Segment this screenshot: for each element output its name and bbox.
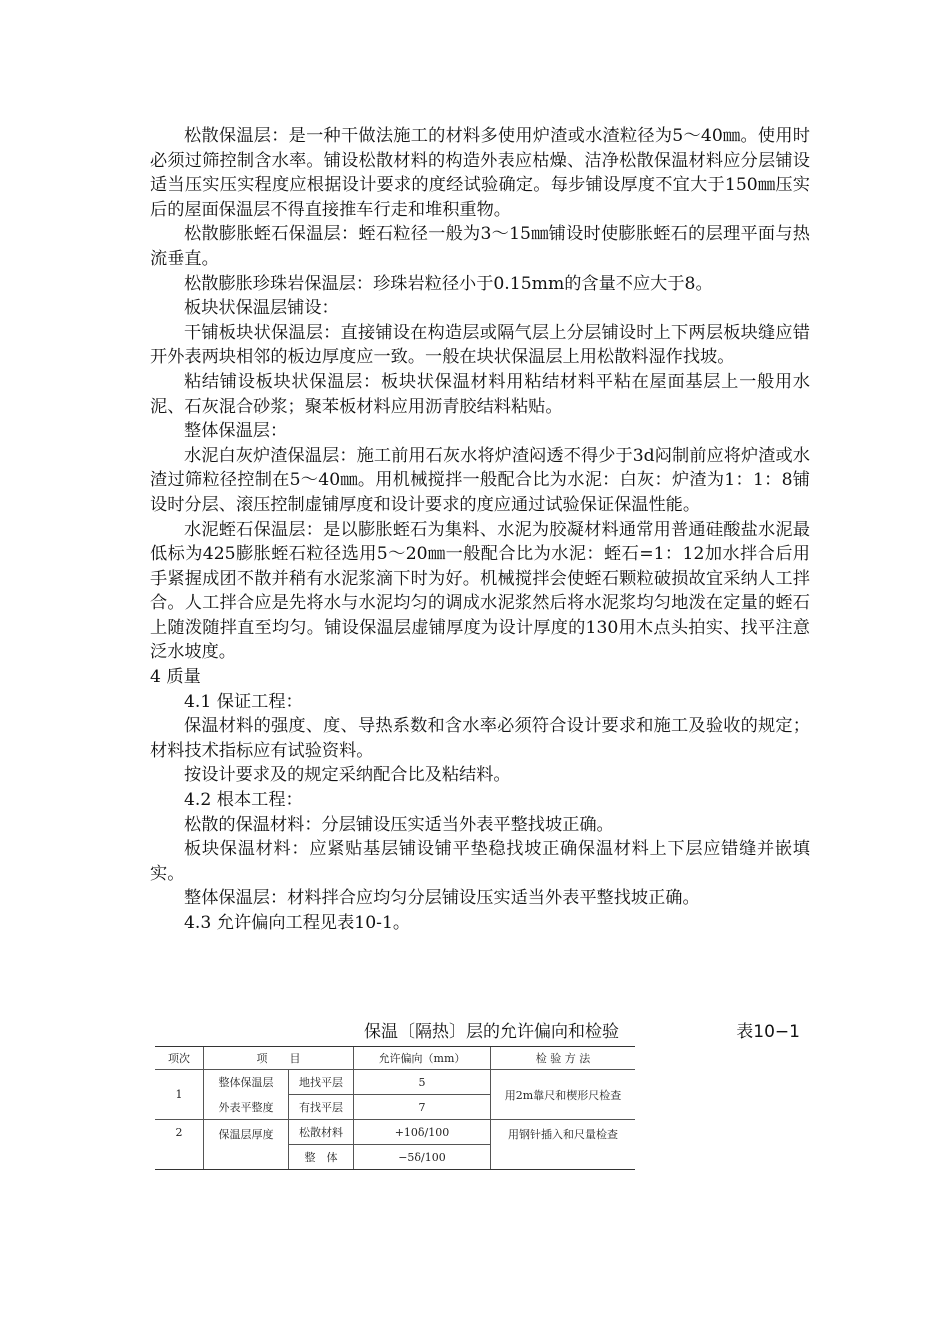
paragraph: 4.3 允许偏向工程见表10-1。 bbox=[184, 913, 411, 933]
row-1-sub-2: 有找平层 bbox=[289, 1095, 354, 1120]
header-item: 项 目 bbox=[204, 1047, 354, 1070]
table-row bbox=[155, 1120, 635, 1145]
row-2-tol-2: −5δ/100 bbox=[354, 1145, 491, 1170]
row-1-method: 用2m靠尺和楔形尺检查 bbox=[491, 1070, 636, 1120]
paragraph: 整体保温层： bbox=[184, 421, 288, 442]
paragraph: 松散膨胀珍珠岩保温层：珍珠岩粒径小于0.15mm的含量不应大于8。 bbox=[184, 273, 713, 294]
paragraph: 水泥蛭石保温层：是以膨胀蛭石为集料、水泥为胶凝材料通常用普通硅酸盐水泥最低标为425膨胀蛭石粒径选用5～20㎜一般配合比为水泥：蛭石=1：12加水拌合后用手紧握成团不散并稍有水泥浆滴下时为好。机械搅拌会使蛭石颗粒破损故宜采纳人工拌合。人工拌合应是先将水与水泥均匀的调成水泥浆然后将水泥浆均匀地泼在定量的蛭石上随泼随拌直至均匀。铺设保温层虚铺厚度为设计厚度的130用木点头拍实、找平注意泛水坡度。 bbox=[150, 519, 810, 663]
header-method: 检 验 方 法 bbox=[491, 1047, 636, 1070]
header-no: 项次 bbox=[155, 1047, 204, 1070]
row-1-item-b: 外表平整度 bbox=[204, 1095, 289, 1120]
row-2-method: 用钢针插入和尺量检查 bbox=[491, 1120, 636, 1170]
row-2-tol-1: +10δ/100 bbox=[354, 1120, 491, 1145]
paragraph: 松散保温层：是一种干做法施工的材料多使用炉渣或水渣粒径为5～40㎜。使用时必须过筛控制含水率。铺设松散材料的构造外表应枯燥、洁净松散保温材料应分层铺设适当压实压实程度应根据设计要求的度经试验确定。每步铺设厚度不宜大于150㎜压实后的屋面保温层不得直接推车行走和堆积重物。 bbox=[150, 126, 810, 220]
row-2-sub-2: 整 体 bbox=[289, 1145, 354, 1170]
row-1-sub-1: 地找平层 bbox=[289, 1070, 354, 1095]
tolerance-table bbox=[155, 1046, 635, 1170]
paragraph: 4.1 保证工程： bbox=[184, 691, 303, 712]
row-1-item-a: 整体保温层 bbox=[204, 1070, 289, 1095]
row-1-no: 1 bbox=[155, 1070, 204, 1120]
row-2-sub-1: 松散材料 bbox=[289, 1120, 354, 1145]
tolerance-table-section bbox=[150, 1020, 810, 1164]
header-tolerance: 允许偏向（mm） bbox=[354, 1047, 491, 1070]
paragraph: 松散的保温材料：分层铺设压实适当外表平整找坡正确。 bbox=[184, 814, 614, 835]
table-title: 保温〔隔热〕层的允许偏向和检验 bbox=[364, 1022, 619, 1042]
row-1-tol-1: 5 bbox=[354, 1070, 491, 1095]
paragraph: 板块状保温层铺设： bbox=[184, 298, 339, 319]
paragraph: 水泥白灰炉渣保温层：施工前用石灰水将炉渣闷透不得少于3d闷制前应将炉渣或水渣过筛粒径控制在5～40㎜。用机械搅拌一般配合比为水泥：白灰：炉渣为1：1：8铺设时分层、滚压控制虚铺厚度和设计要求的度应通过试验保证保温性能。 bbox=[150, 445, 810, 515]
paragraph: 干铺板块状保温层：直接铺设在构造层或隔气层上分层铺设时上下两层板块缝应错开外表两块相邻的板边厚度应一致。一般在块状保温层上用松散料湿作找坡。 bbox=[150, 322, 810, 368]
table-caption bbox=[150, 1020, 810, 1046]
paragraph: 保温材料的强度、度、导热系数和含水率必须符合设计要求和施工及验收的规定；材料技术指标应有试验资料。 bbox=[150, 716, 810, 761]
paragraph: 4 质量 bbox=[150, 667, 201, 688]
paragraph: 松散膨胀蛭石保温层：蛭石粒径一般为3～15㎜铺设时使膨胀蛭石的层理平面与热流垂直。 bbox=[150, 224, 810, 269]
row-2-item: 保温层厚度 bbox=[204, 1120, 289, 1170]
paragraph: 4.2 根本工程： bbox=[184, 790, 303, 811]
table-number: 表10−1 bbox=[736, 1022, 800, 1042]
row-1-tol-2: 7 bbox=[354, 1095, 491, 1120]
paragraph: 按设计要求及的规定采纳配合比及粘结料。 bbox=[184, 765, 511, 786]
paragraph: 板块保温材料：应紧贴基层铺设铺平垫稳找坡正确保温材料上下层应错缝并嵌填实。 bbox=[150, 839, 810, 884]
row-2-no: 2 bbox=[155, 1120, 204, 1170]
paragraph: 整体保温层：材料拌合应均匀分层铺设压实适当外表平整找坡正确。 bbox=[184, 888, 700, 909]
table-header-row bbox=[155, 1047, 635, 1070]
body-text bbox=[150, 124, 810, 936]
table-row bbox=[155, 1070, 635, 1095]
paragraph: 粘结铺设板块状保温层：板块状保温材料用粘结材料平粘在屋面基层上一般用水泥、石灰混合砂浆；聚苯板材料应用沥青胶结料粘贴。 bbox=[150, 371, 810, 417]
